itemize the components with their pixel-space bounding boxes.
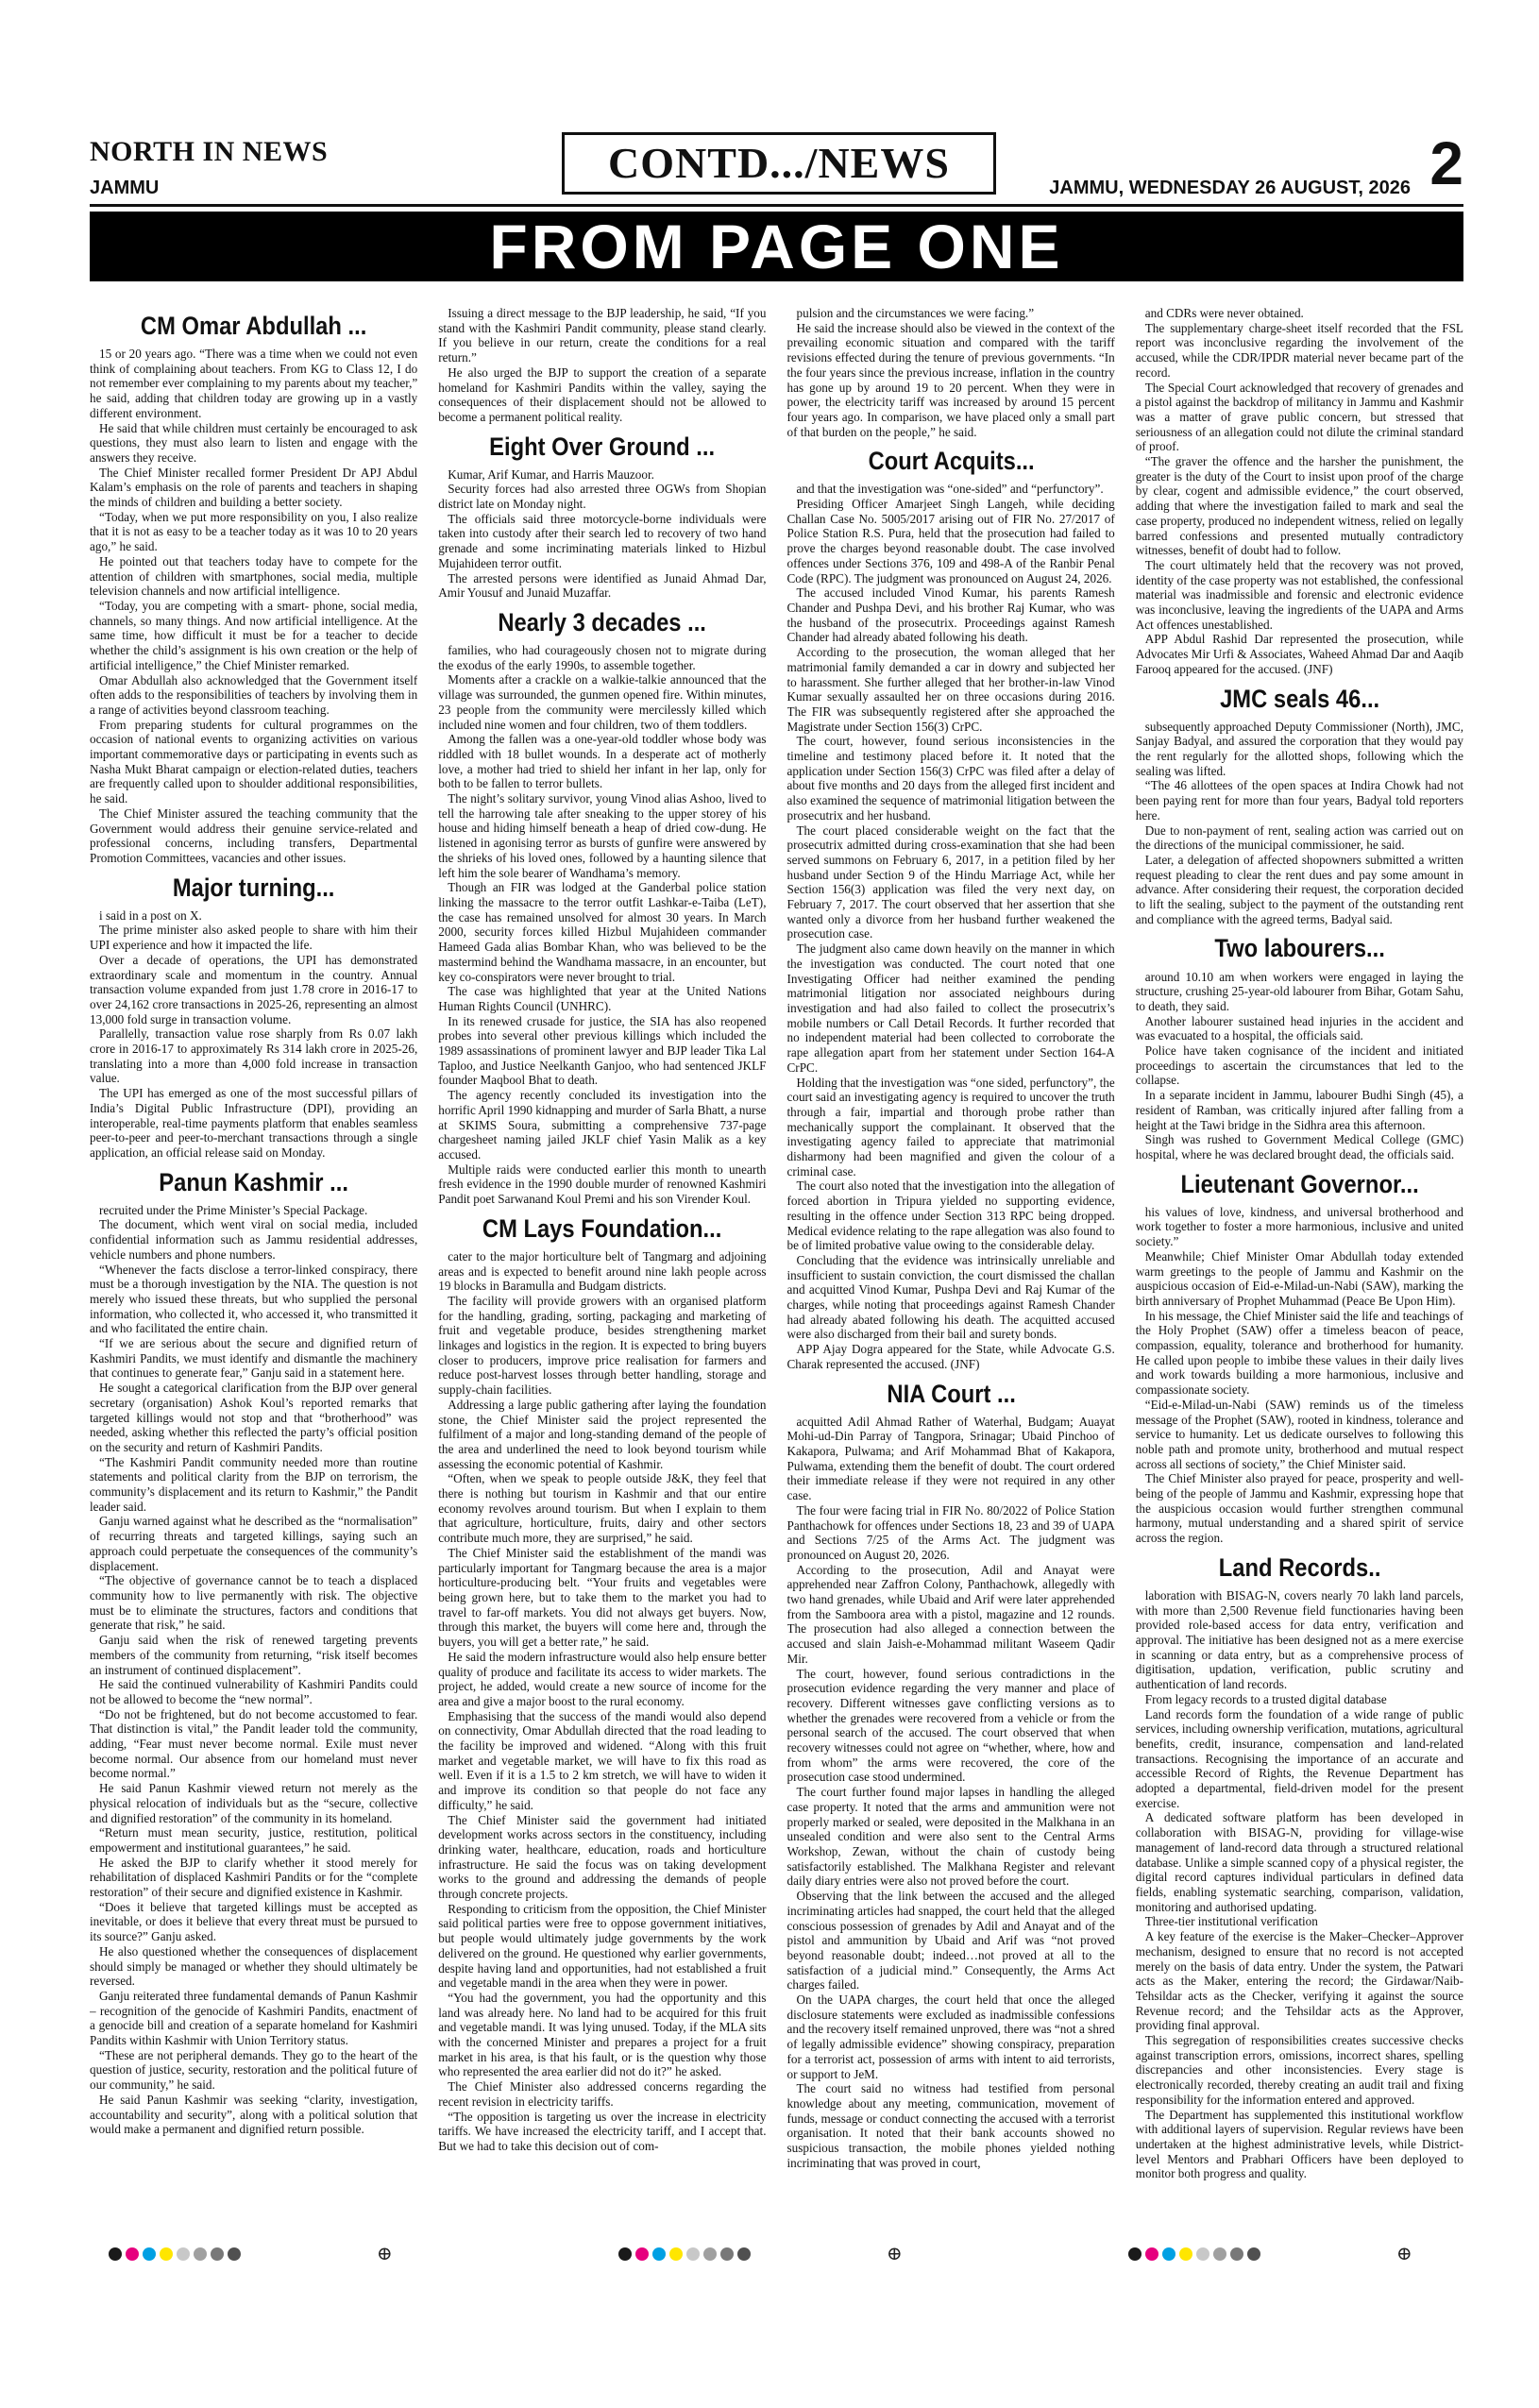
section-title: CONTD.../NEWS xyxy=(562,132,996,195)
color-registration-dot xyxy=(1145,2247,1158,2261)
story-headline: Land Records.. xyxy=(1218,1552,1381,1582)
story-paragraph: Parallelly, transaction value rose sharply from Rs 0.07 lakh crore in 2016-17 to approximately Rs 314 lakh crore in 2025-26, translating into a more than 4,000 fold increase in transaction value. xyxy=(90,1026,418,1086)
color-registration-dot xyxy=(1247,2247,1260,2261)
dateline: JAMMU, WEDNESDAY 26 AUGUST, 2026 xyxy=(1049,178,1411,198)
registration-mark-icon: ⊕ xyxy=(1396,2244,1412,2264)
story-paragraph: He said the continued vulnerability of Kashmiri Pandits could not be allowed to become the “new normal”. xyxy=(90,1677,418,1706)
story-paragraph: He said the increase should also be viewed in the context of the prevailing economic situation and compared with the tariff revisions effected during the tenure of previous governments. “In the four years since the previous increase, inflation in the country has gone up by around 19 to 20 percent. When they were in power, the electricity tariff was increased by around 15 percent four years ago. In comparison, we have placed only a small part of that burden on the people,” he said. xyxy=(786,320,1115,439)
story-paragraph: “Today, you are competing with a smart- phone, social media, channels, so many things. And now artificial intelligence. At the same time, how difficult it must be for a teacher to decide whether the child’s assignment is his own creation or the help of artificial intelligence,” the Chief Minister remarked. xyxy=(90,599,418,672)
story-paragraph: The Department has supplemented this institutional workflow with additional layers of supervision. Regular reviews have been undertaken at the highest administrative levels, while District-level Mentors and Prabhari Officers have been deployed to monitor both progress and quality. xyxy=(1135,2107,1463,2181)
story-paragraph: He also urged the BJP to support the creation of a separate homeland for Kashmiri Pandits within the valley, saying the consequences of their displacement should not be allowed to become a permanent political reality. xyxy=(438,365,767,424)
story-paragraph: The night’s solitary survivor, young Vinod alias Ashoo, lived to tell the harrowing tale after sneaking to the upper storey of his house and hiding himself beneath a heap of dried cow-dung. He listened in agonising terror as bursts of gunfire were answered by the shrieks of his loved ones, followed by a haunting silence that left him the sole bearer of Wandhama’s memory. xyxy=(438,791,767,880)
story-paragraph: On the UAPA charges, the court held that once the alleged disclosure statements were excluded as inadmissible confessions and the recovery itself remained unproved, there was “not a shred of legally admissible evidence” showing conspiracy, preparation for a terrorist act, possession of arms with intent to aid terrorists, or support to JeM. xyxy=(786,1993,1115,2081)
story-headline: CM Lays Foundation... xyxy=(482,1213,722,1243)
city-label: JAMMU xyxy=(90,178,160,198)
story-paragraph: The court also noted that the investigation into the allegation of forced abortion in Tripura yielded no supporting evidence, resulting in the offence under Section 313 RPC being dropped. Medical evidence relating to the rape allegation was also found to be of limited probative value owing to the considerable delay. xyxy=(786,1179,1115,1253)
story-paragraph: The court, however, found serious contradictions in the prosecution evidence regarding the very manner and place of recovery. Different witnesses gave conflicting versions as to whether the grenades were recovered from a vehicle or from the personal search of the accused. The court observed that when recovery witnesses could not agree on “whether, where, how and from whom” the arms were recovered, the core of the prosecution case stood undermined. xyxy=(786,1666,1115,1785)
print-registration-strip xyxy=(90,2246,1463,2264)
story-paragraph: Due to non-payment of rent, sealing action was carried out on the directions of the municipal commissioner, he said. xyxy=(1135,822,1463,853)
story-paragraph: The facility will provide growers with an organised platform for the handling, grading, sorting, packaging and marketing of fruit and vegetable produce, besides strengthening market linkages and logistics in the region. It is expected to bring buyers closer to producers, improve price realisation for farmers and reduce post-harvest losses through better handling, storage and supply-chain facilities. xyxy=(438,1293,767,1398)
story-paragraph: Security forces had also arrested three OGWs from Shopian district late on Monday night. xyxy=(438,482,767,512)
story-paragraph: The court ultimately held that the recovery was not proved, identity of the case property was not established, the confessional material was inadmissible and forensic and electronic evidence was inconclusive, leaving the ingredients of the UAPA and Arms Act offences unestablished. xyxy=(1135,557,1463,632)
story-paragraph: recruited under the Prime Minister’s Special Package. xyxy=(99,1202,368,1217)
story-paragraph: According to the prosecution, the woman alleged that her matrimonial family demanded a car in dowry and subjected her to harassment. She further alleged that her brother-in-law Vinod Kumar sexually assaulted her on three occasions during 2016. The FIR was subsequently registered after she approached the Magistrate under Section 156(3) CrPC. xyxy=(786,645,1115,734)
story-paragraph: The four were facing trial in FIR No. 80/2022 of Police Station Panthachowk for offences under Sections 18, 23 and 39 of UAPA and Sections 7/25 of the Arms Act. The judgment was pronounced on August 20, 2026. xyxy=(786,1502,1115,1562)
color-registration-dot xyxy=(1213,2247,1226,2261)
story-paragraph: The court, however, found serious inconsistencies in the timeline and testimony placed before it. It noted that the application under Section 156(3) CrPC was filed after a delay of about five months and 20 days from the alleged first incident and also examined the sequence of matrimonial litigation between the prosecutrix and her husband. xyxy=(786,734,1115,822)
story-paragraph: Responding to criticism from the opposition, the Chief Minister said political parties were free to oppose government initiatives, but people would ultimately judge governments by the work delivered on the ground. He questioned why earlier governments, despite having land and opportunities, had not established a fruit and vegetable mandi in the area when they were in power. xyxy=(438,1901,767,1991)
color-registration-dot xyxy=(618,2247,632,2261)
news-story xyxy=(438,1214,766,2154)
color-registration-dot xyxy=(177,2247,190,2261)
color-registration-dot xyxy=(1128,2247,1142,2261)
story-paragraph: He asked the BJP to clarify whether it stood merely for rehabilitation of displaced Kashmiri Pandits or for the “complete restoration” of their secure and dignified existence in Kashmir. xyxy=(90,1855,418,1900)
color-registration-dot xyxy=(1162,2247,1175,2261)
story-paragraph: The arrested persons were identified as Junaid Ahmad Dar, Amir Yousuf and Junaid Muzaffar. xyxy=(438,570,767,601)
story-paragraph: Ganju reiterated three fundamental demands of Panun Kashmir – recognition of the genocide of Kashmiri Pandits, enactment of a genocide bill and creation of a separate homeland for Kashmiri Pandits within Kashmir with Union Territory status. xyxy=(90,1988,418,2048)
news-story xyxy=(90,312,417,866)
news-story xyxy=(1136,1170,1463,1546)
story-paragraph: In its renewed crusade for justice, the SIA has also reopened probes into several other previous killings which included the 1989 assassinations of prominent lawyer and BJP leader Tika Lal Taploo, and Justice Neelkanth Ganjoo, who had sentenced JKLF founder Maqbool Bhat to death. xyxy=(438,1013,767,1088)
story-paragraph: He also questioned whether the consequences of displacement should simply be managed or whether they should ultimately be reversed. xyxy=(90,1943,418,1989)
story-paragraph: In a separate incident in Jammu, labourer Budhi Singh (45), a resident of Ramban, was critically injured after falling from a height at the Tawi bridge in the Sidhra area this afternoon. xyxy=(1135,1088,1463,1132)
story-paragraph: The court placed considerable weight on the fact that the prosecutrix admitted during cross-examination that she had been served summons on February 6, 2017, in a petition filed by her husband under Section 9 of the Hindu Marriage Act, while her Section 156(3) application was filed the very next day, on February 7, 2017. The court observed that her assertion that she wanted only a divorce from her husband further weakened the prosecution case. xyxy=(786,822,1115,941)
color-registration-dot xyxy=(686,2247,700,2261)
story-paragraph: “These are not peripheral demands. They go to the heart of the question of justice, security, restoration and the political future of our community,” he said. xyxy=(90,2047,418,2093)
story-headline: JMC seals 46... xyxy=(1219,684,1379,713)
story-paragraph: and CDRs were never obtained. xyxy=(1144,306,1304,320)
color-registration-dot xyxy=(1230,2247,1243,2261)
story-paragraph: i said in a post on X. xyxy=(99,907,202,923)
story-paragraph: The supplementary charge-sheet itself recorded that the FSL report was inconclusive regarding the involvement of the accused, while the CDR/IPDR material never became part of the record. xyxy=(1135,320,1463,380)
story-paragraph: Ganju said when the risk of renewed targeting prevents members of the community from returning, “risk itself becomes an instrument of continued displacement”. xyxy=(90,1633,418,1677)
story-paragraph: He said that while children must certainly be encouraged to ask questions, they must also learn to listen and engage with the answers they receive. xyxy=(90,420,418,465)
story-paragraph: He said Panun Kashmir was seeking “clarity, investigation, accountability and security”, along with a political solution that would make a permanent and dignified return possible. xyxy=(90,2092,418,2137)
story-paragraph: From legacy records to a trusted digital database xyxy=(1144,1691,1387,1706)
story-paragraph: From preparing students for cultural programmes on the occasion of national events to organizing activities on various important commemorative days or participating in events such as Nasha Mukt Bharat campaign or election-related duties, teachers are frequently called upon to shoulder additional responsibilities, he said. xyxy=(90,717,418,806)
color-registration-dot xyxy=(652,2247,666,2261)
story-paragraph: around 10.10 am when workers were engaged in laying the structure, crushing 25-year-old labourer from Bihar, Gotam Sahu, to death, they said. xyxy=(1135,969,1463,1013)
story-paragraph: Three-tier institutional verification xyxy=(1144,1914,1318,1929)
story-paragraph: He said the modern infrastructure would also help ensure better quality of produce and facilitate its access to wider markets. The project, he added, would create a new source of income for the area and give a major boost to the rural economy. xyxy=(438,1649,767,1708)
story-paragraph: Multiple raids were conducted earlier this month to unearth fresh evidence in the 1990 double murder of renowned Kashmiri Pandit poet Sarwanand Koul Premi and his son Virender Koul. xyxy=(438,1162,767,1207)
story-headline: Major turning... xyxy=(172,873,335,902)
story-paragraph: “The Kashmiri Pandit community needed more than routine statements and political clarity from the BJP on terrorism, the community’s displacement and its return to Kashmir,” the Pandit leader said. xyxy=(90,1454,418,1514)
color-registration-dot xyxy=(737,2247,751,2261)
story-paragraph: Concluding that the evidence was intrinsically unreliable and insufficient to sustain conviction, the court dismissed the challan and acquitted Vinod Kumar, Pushpa Devi and Raj Kumar of the charges, while noting that proceedings against Ramesh Chander had already abated following his death. The acquitted accused were also discharged from their bail and surety bonds. xyxy=(786,1252,1115,1342)
column-2 xyxy=(438,306,766,2213)
color-registration-dot xyxy=(1196,2247,1209,2261)
story-paragraph: A dedicated software platform has been developed in collaboration with BISAG-N, providing for village-wise management of land-record data through a structured relational database. Unlike a simple scanned copy of a physical register, the digital record captures individual particulars in defined data fields, enabling systematic searching, comparison, validation, monitoring and authorised updating. xyxy=(1135,1810,1463,1914)
story-paragraph: and that the investigation was “one-sided” and “perfunctory”. xyxy=(796,482,1104,497)
story-paragraph: Later, a delegation of affected shopowners submitted a written request pleading to clear the rent dues and pay some amount in advance. After considering their request, the corporation decided to lift the sealing, subject to the payment of the outstanding rent and compliance with the agreed terms, Badyal said. xyxy=(1135,852,1463,926)
story-paragraph: Among the fallen was a one-year-old toddler whose body was riddled with 18 bullet wounds. In a desperate act of motherly love, a mother had tried to shield her infant in her lap, only for both to be fallen to terror bullets. xyxy=(438,732,767,791)
story-paragraph: The judgment also came down heavily on the manner in which the investigation was conducted. The court noted that one Investigating Officer had neither examined the pending matrimonial litigation nor associated neighbours during investigation and had also failed to collect the prosecutrix’s mobile numbers or Call Detail Records. It further recorded that no independent material had been collected to corroborate the rape allegation apart from her statement under Section 164-A CrPC. xyxy=(786,941,1115,1075)
story-paragraph: APP Abdul Rashid Dar represented the prosecution, while Advocates Mir Urfi & Associates, Waheed Ahmad Dar and Aaqib Farooq appeared for the accused. (JNF) xyxy=(1135,632,1463,676)
story-paragraph: pulsion and the circumstances we were facing.” xyxy=(796,306,1035,320)
story-paragraph: subsequently approached Deputy Commissioner (North), JMC, Sanjay Badyal, and assured the corporation that they would pay the rent regularly for the allotted shops, following which the sealing was lifted. xyxy=(1135,719,1463,778)
story-paragraph: Another labourer sustained head injuries in the accident and was evacuated to a hospital, the officials said. xyxy=(1135,1013,1463,1043)
story-headline: NIA Court ... xyxy=(886,1379,1016,1408)
story-paragraph: The Chief Minister assured the teaching community that the Government would address their genuine service-related and professional concerns, including transfers, Departmental Promotion Committees, vacancies and other issues. xyxy=(90,805,418,865)
story-headline: Two labourers... xyxy=(1214,934,1385,963)
story-paragraph: families, who had courageously chosen not to migrate during the exodus of the early 1990s, to assemble together. xyxy=(438,643,767,672)
color-registration-dot xyxy=(720,2247,734,2261)
column-1 xyxy=(90,306,417,2213)
story-paragraph: “If we are serious about the secure and dignified return of Kashmiri Pandits, we must identify and dismantle the machinery that continues to generate fear,” Ganju said in a statement here. xyxy=(90,1336,418,1381)
banner-title: FROM PAGE ONE xyxy=(90,212,1463,281)
story-paragraph: The court said no witness had testified from personal knowledge about any meeting, communication, movement of funds, message or conduct connecting the accused with a terrorist organisation. It noted that their bank accounts showed no suspicious transaction, the mobile phones yielded nothing incriminating that was proved in court, xyxy=(786,2081,1115,2170)
story-headline: Court Acquits... xyxy=(868,447,1035,476)
story-paragraph: The Chief Minister said the government had initiated development works across sectors in the constituency, including drinking water, healthcare, education, roads and horticulture infrastructure. He said the focus was on taking development works to the ground and addressing the demands of people through concrete projects. xyxy=(438,1812,767,1902)
story-paragraph: “Often, when we speak to people outside J&K, they feel that there is nothing but tourism in Kashmir and that our entire economy revolves around tourism. But when I explain to them that agriculture, horticulture, fruits, dairy and other sectors contribute much more, they are surprised,” he said. xyxy=(438,1471,767,1546)
story-paragraph: Ganju warned against what he described as the “normalisation” of recurring threats and targeted killings, saying such an approach could perpetuate the consequences of the community’s displacement. xyxy=(90,1514,418,1573)
story-paragraph: Singh was rushed to Government Medical College (GMC) hospital, where he was declared brought dead, the officials said. xyxy=(1135,1132,1463,1162)
color-registration-dot xyxy=(635,2247,649,2261)
story-headline: Panun Kashmir ... xyxy=(159,1167,348,1196)
story-paragraph: The prime minister also asked people to share with him their UPI experience and how it impacted the life. xyxy=(90,923,418,953)
story-paragraph: He said Panun Kashmir viewed return not merely as the physical relocation of individuals but as the “secure, collective and dignified restoration” of the community in its homeland. xyxy=(90,1781,418,1825)
story-paragraph: The Chief Minister also prayed for peace, prosperity and well-being of the people of Jammu and Kashmir, expressing hope that the auspicious occasion would further strengthen communal harmony, mutual understanding and a shared spirit of service across the region. xyxy=(1135,1471,1463,1546)
story-paragraph: The agency recently concluded its investigation into the horrific April 1990 kidnapping and murder of Sarla Bhatt, a nurse at SKIMS Soura, submitting a comprehensive 737-page chargesheet naming jailed JKLF chief Yasin Malik as a key accused. xyxy=(438,1088,767,1162)
color-registration-dot xyxy=(109,2247,122,2261)
story-paragraph: The court further found major lapses in handling the alleged case property. It noted that the arms and ammunition were not properly marked or sealed, were deposited in the Malkhana in an unsealed condition and were also sent to the Central Arms Workshop, Zewan, without the chain of custody being satisfactorily established. The Malkhana Register and relevant daily diary entries were also not proved before the court. xyxy=(786,1785,1115,1889)
story-paragraph: This segregation of responsibilities creates successive checks against transcription errors, omissions, incorrect shares, spelling discrepancies and other inconsistencies. Every stage is electronically recorded, thereby creating an audit trail and fixing responsibility for the information entered and approved. xyxy=(1135,2033,1463,2107)
story-paragraph: Holding that the investigation was “one sided, perfunctory”, the court said an investigating agency is required to uncover the truth through a fair, impartial and thorough probe rather than mechanically support the complainant. It observed that the investigating agency failed to appreciate that matrimonial disharmony had been magnified and given the colour of a criminal case. xyxy=(786,1075,1115,1179)
color-registration-dot xyxy=(194,2247,207,2261)
column-4 xyxy=(1136,306,1463,2213)
news-story xyxy=(787,1380,1115,2171)
story-paragraph: The officials said three motorcycle-borne individuals were taken into custody after their search led to recovery of two hand grenade and some incriminating materials linked to Hizbul Mujahideen terror outfit. xyxy=(438,511,767,570)
story-paragraph: Though an FIR was lodged at the Ganderbal police station linking the massacre to the terror outfit Lashkar-e-Taiba (LeT), the case has remained unsolved for almost 30 years. In March 2000, security forces killed Hizbul Mujahideen commander Hameed Gada alias Bombar Khan, who was believed to be the mastermind behind the Wandhama massacre, in an encounter, but key co-conspirators were never brought to trial. xyxy=(438,880,767,984)
story-paragraph: laboration with BISAG-N, covers nearly 70 lakh land parcels, with more than 2,500 Revenue field functionaries having been provided role-based access for data entry, verification and approval. The initiative has been designed not as a mere exercise in scanning or data entry, but as a comprehensive process of digitisation, updation, verification, public scrutiny and authentication of land records. xyxy=(1135,1587,1463,1692)
color-registration-dot xyxy=(211,2247,224,2261)
story-paragraph: According to the prosecution, Adil and Anayat were apprehended near Zaffron Colony, Panthachowk, allegedly with two hand grenades, while Ubaid and Arif were later apprehended from the Samboora area with a pistol, magazine and 12 rounds. The prosecution had also alleged a connection between the accused and slain Jaish-e-Mohammad militant Waseem Qadir Mir. xyxy=(786,1562,1115,1666)
story-paragraph: Kumar, Arif Kumar, and Harris Mauzoor. xyxy=(448,466,654,482)
news-story xyxy=(1136,306,1463,677)
story-paragraph: “The graver the offence and the harsher the punishment, the greater is the duty of the Court to insist upon proof of the charge by clear, cogent and admissible evidence,” the court observed, adding that where the investigation failed to mark and seal the case property, produced no independent witness, relied on legally barred confessions and presented mutually contradictory witnesses, benefit of doubt had to follow. xyxy=(1135,454,1463,558)
news-story xyxy=(438,608,766,1207)
news-story xyxy=(787,447,1115,1371)
color-registration-dot xyxy=(160,2247,173,2261)
story-paragraph: The Special Court acknowledged that recovery of grenades and a pistol against the backdrop of militancy in Jammu and Kashmir was a matter of grave public concern, but stressed that seriousness of an allegation could not dilute the criminal standard of proof. xyxy=(1135,380,1463,454)
story-paragraph: Issuing a direct message to the BJP leadership, he said, “If you stand with the Kashmiri Pandit community, please stand clearly. If you believe in our return, create the conditions for a real return.” xyxy=(438,306,767,365)
story-paragraph: acquitted Adil Ahmad Rather of Waterhal, Budgam; Auayat Mohi-ud-Din Parray of Tangpora, Srinagar; Ubaid Pinchoo of Kakapora, Pulwama; and Arif Mohammad Bhat of Kakapora, Pulwama, extending them the benefit of doubt. The court ordered their immediate release if they were not required in any other case. xyxy=(786,1414,1115,1503)
story-paragraph: He pointed out that teachers today have to compete for the attention of children with smartphones, social media, multiple television channels and now artificial intelligence. xyxy=(90,553,418,599)
story-paragraph: Addressing a large public gathering after laying the foundation stone, the Chief Minister said the project represented the fulfilment of a major and long-standing demand of the people of the area and underlined the need to look beyond tourism while assessing the economic potential of Kashmir. xyxy=(438,1397,767,1471)
story-paragraph: The case was highlighted that year at the United Nations Human Rights Council (UNHRC). xyxy=(438,984,767,1013)
story-paragraph: “Return must mean security, justice, restitution, political empowerment and institutional guarantees,” he said. xyxy=(90,1825,418,1855)
story-paragraph: “The objective of governance cannot be to teach a displaced community how to live permanently with risk. The objective must be to eliminate the structures, factors and conditions that generate that risk,” he said. xyxy=(90,1573,418,1633)
story-paragraph: “The opposition is targeting us over the increase in electricity tariffs. We have increased the electricity tariff, and I accept that. But we had to take this decision out of com- xyxy=(438,2109,767,2153)
news-story xyxy=(90,1168,417,2137)
story-paragraph: The document, which went viral on social media, included confidential information such as Jammu residential addresses, vehicle numbers and phone numbers. xyxy=(90,1217,418,1262)
article-columns xyxy=(90,306,1463,2213)
page-number: 2 xyxy=(1429,129,1463,197)
paper-name: NORTH IN NEWS xyxy=(90,136,329,167)
story-paragraph: APP Ajay Dogra appeared for the State, while Advocate G.S. Charak represented the accused. (JNF) xyxy=(786,1342,1115,1371)
story-paragraph: “Today, when we put more responsibility on you, I also realize that it is not as easy to be a teacher today as it was 10 to 20 years ago,” he said. xyxy=(90,509,418,554)
color-registration-dot xyxy=(126,2247,139,2261)
story-paragraph: Over a decade of operations, the UPI has demonstrated extraordinary scale and momentum in the country. Annual transaction volume expanded from just 1.78 crore in 2016-17 to over 24,162 crore transactions in 2025-26, representing an almost 13,000 fold surge in transaction volume. xyxy=(90,952,418,1026)
registration-mark-icon: ⊕ xyxy=(887,2244,903,2264)
story-paragraph: cater to the major horticulture belt of Tangmarg and adjoining areas and is expected to benefit around nine lakh people across 19 blocks in Baramulla and Budgam districts. xyxy=(438,1248,767,1294)
story-paragraph: The accused included Vinod Kumar, his parents Ramesh Chander and Pushpa Devi, and his brother Raj Kumar, who was the husband of the prosecutrix. Proceedings against Ramesh Chander had already abated following his death. xyxy=(786,585,1115,645)
news-story xyxy=(1136,685,1463,927)
story-paragraph: The Chief Minister said the establishment of the mandi was particularly important for Tangmarg because the area is a major horticulture-producing belt. “Your fruits and vegetables were being grown here, but to take them to the market you had to travel to far-off markets. You did not always get buyers. Now, through this market, the buyers will come here and, through the buyers, you will get a better rate,” he said. xyxy=(438,1545,767,1650)
story-paragraph: Presiding Officer Amarjeet Singh Langeh, while deciding Challan Case No. 5005/2017 arising out of FIR No. 27/2017 of Police Station R.S. Pura, held that the prosecution had failed to prove the charges beyond reasonable doubt. The case involved offences under Sections 376, 109 and 498-A of the Ranbir Penal Code (RPC). The judgment was pronounced on August 24, 2026. xyxy=(786,497,1115,585)
story-paragraph: “Does it believe that targeted killings must be accepted as inevitable, or does it believe that every threat must be pursued to its source?” Ganju asked. xyxy=(90,1899,418,1944)
color-registration-dot xyxy=(143,2247,156,2261)
color-registration-dot xyxy=(669,2247,683,2261)
story-headline: Eight Over Ground ... xyxy=(489,432,716,461)
color-registration-dot xyxy=(703,2247,717,2261)
story-paragraph: Land records form the foundation of a wide range of public services, including ownership verification, mutations, agricultural benefits, credit, insurance, compensation and land-related transactions. Recognising the importance of an accurate and accessible Record of Rights, the Revenue Department has adopted a departmental, field-driven model for the present exercise. xyxy=(1135,1706,1463,1810)
story-paragraph: Omar Abdullah also acknowledged that the Government itself often adds to the responsibilities of teachers by involving them in a range of activities beyond classroom teaching. xyxy=(90,672,418,717)
story-paragraph: Moments after a crackle on a walkie-talkie announced that the village was surrounded, the gunmen opened fire. Within minutes, 23 people from the community were mercilessly killed which included nine women and four children, two of them toddlers. xyxy=(438,672,767,732)
news-story xyxy=(438,432,766,601)
story-paragraph: Meanwhile; Chief Minister Omar Abdullah today extended warm greetings to the people of Jammu and Kashmir on the auspicious occasion of Eid-e-Milad-un-Nabi (SAW), marking the birth anniversary of Prophet Muhammad (Peace Be Upon Him). xyxy=(1135,1248,1463,1308)
story-paragraph: He sought a categorical clarification from the BJP over general secretary (organisation) Ashok Koul’s reported remarks that targeted killings would not stop and that “brotherhood” was needed, asking whether this reflected the party’s official position on the security and return of Kashmiri Pandits. xyxy=(90,1381,418,1454)
story-paragraph: “Whenever the facts disclose a terror-linked conspiracy, there must be a thorough investigation by the NIA. The question is not merely who issued these threats, but who supplied the personal information, who collected it, who accessed it, who transmitted it and who facilitated the entire chain. xyxy=(90,1262,418,1336)
story-paragraph: A key feature of the exercise is the Maker–Checker–Approver mechanism, designed to ensure that no record is not accepted merely on the basis of data entry. Under the system, the Patwari acts as the Maker, entering the record; the Girdawar/Naib-Tehsildar acts as the Checker, verifying it against the source Revenue record; and the Tehsildar acts as the Approver, providing final approval. xyxy=(1135,1929,1463,2033)
story-paragraph: “The 46 allottees of the open spaces at Indira Chowk had not been paying rent for more than four years, Badyal told reporters here. xyxy=(1135,778,1463,822)
story-paragraph: Police have taken cognisance of the incident and initiated proceedings to ascertain the circumstances that led to the collapse. xyxy=(1135,1043,1463,1088)
story-headline: CM Omar Abdullah ... xyxy=(140,312,367,340)
news-story xyxy=(787,306,1115,439)
color-registration-dot xyxy=(1179,2247,1192,2261)
story-paragraph: Observing that the link between the accused and the alleged incriminating articles had snapped, the court held that the alleged conscious possession of grenades by Adil and Anayat and of the pistol and ammunition by Ubaid and Arif was “not proved beyond reasonable doubt; indeed…not proved at all to the satisfaction of a judicial mind.” Consequently, the Arms Act charges failed. xyxy=(786,1889,1115,1993)
news-story xyxy=(438,306,766,425)
masthead-rule xyxy=(90,204,1463,207)
story-paragraph: Emphasising that the success of the mandi would also depend on connectivity, Omar Abdullah directed that the road leading to the facility be improved and widened. “Along with this fruit market and vegetable market, we will have to fix this road as well. Even if it is a 1.5 to 2 km stretch, we will have to widen it and improve its condition so that people do not face any difficulty,” he said. xyxy=(438,1708,767,1812)
story-paragraph: The Chief Minister recalled former President Dr APJ Abdul Kalam’s emphasis on the role of parents and teachers in shaping the minds of children and building a better society. xyxy=(90,465,418,510)
story-paragraph: The Chief Minister also addressed concerns regarding the recent revision in electricity tariffs. xyxy=(438,2079,767,2109)
story-paragraph: In his message, the Chief Minister said the life and teachings of the Holy Prophet (SAW) offer a timeless beacon of peace, compassion, equality, tolerance and brotherhood for humanity. He called upon people to imbibe these values in their daily lives and work towards building a more harmonious, inclusive and compassionate society. xyxy=(1135,1308,1463,1398)
story-paragraph: 15 or 20 years ago. “There was a time when we could not even think of complaining about teachers. From KG to Class 12, I do not remember ever complaining to my parents about my teacher,” he said, adding that children today are growing up in a vastly different environment. xyxy=(90,347,418,420)
story-paragraph: his values of love, kindness, and universal brotherhood and work together to foster a more harmonious, inclusive and united society.” xyxy=(1135,1204,1463,1249)
column-3 xyxy=(787,306,1115,2213)
news-story xyxy=(1136,934,1463,1162)
story-paragraph: “Do not be frightened, but do not become accustomed to fear. That distinction is vital,” the Pandit leader told the community, adding, “Fear must never become normal. Exile must never become normal. Our absence from our homeland must never become normal.” xyxy=(90,1706,418,1781)
color-registration-dot xyxy=(228,2247,241,2261)
story-paragraph: “You had the government, you had the opportunity and this land was already here. No land had to be acquired for this fruit and vegetable mandi. It was lying unused. Today, if the MLA sits with the concerned Minister and prepares a project for a fruit market in his area, is that his fault, or is the question why those who represented the area earlier did not do it?” he asked. xyxy=(438,1990,767,2079)
story-headline: Lieutenant Governor... xyxy=(1180,1169,1419,1198)
registration-mark-icon: ⊕ xyxy=(377,2244,393,2264)
story-paragraph: The UPI has emerged as one of the most successful pillars of India’s Digital Public Infrastructure (DPI), providing an interoperable, real-time payments platform that enables seamless peer-to-peer and peer-to-merchant transactions through a single application, an official release said on Monday. xyxy=(90,1086,418,1160)
news-story xyxy=(90,873,417,1161)
news-story xyxy=(1136,1553,1463,2181)
story-paragraph: “Eid-e-Milad-un-Nabi (SAW) reminds us of the timeless message of the Prophet (SAW), rooted in kindness, tolerance and service to humanity. Let us dedicate ourselves to following this noble path and promote unity, brotherhood and mutual respect across all sections of society,” the Chief Minister said. xyxy=(1135,1397,1463,1471)
story-headline: Nearly 3 decades ... xyxy=(498,608,707,636)
